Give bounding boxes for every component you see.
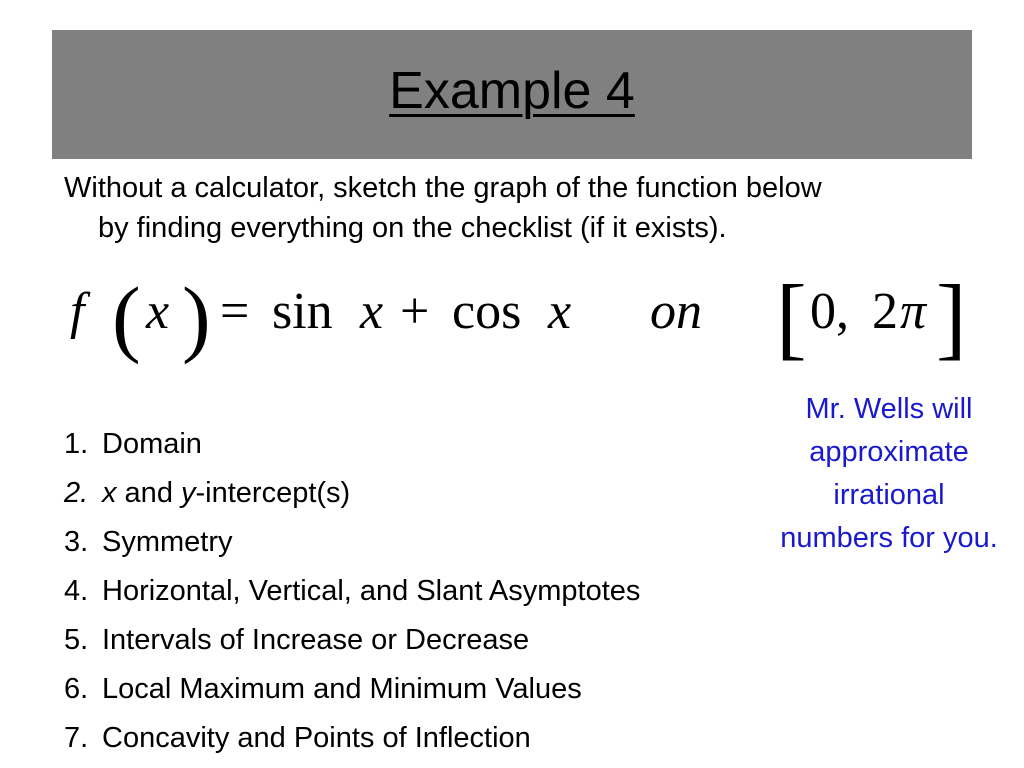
formula-x: x	[146, 283, 170, 340]
intro-text	[64, 168, 984, 248]
checklist-item-concavity	[64, 718, 640, 767]
formula-sin: sin	[272, 283, 333, 340]
checklist-item-extrema	[64, 669, 640, 718]
formula-right-paren: )	[182, 269, 211, 365]
title-bar	[52, 30, 972, 159]
checklist-item-intervals	[64, 620, 640, 669]
checklist-number: 4.	[64, 575, 89, 607]
formula-left-bracket: [	[776, 266, 807, 368]
formula-interval-start: 0,	[810, 283, 849, 340]
intro-line-1: Without a calculator, sketch the graph of the function below	[64, 172, 822, 204]
checklist-text: Horizontal, Vertical, and Slant Asymptotes	[102, 575, 641, 607]
checklist-text: Symmetry	[102, 526, 233, 558]
intro-line-2: by finding everything on the checklist (if it exists).	[98, 212, 727, 244]
formula-two: 2	[872, 283, 898, 340]
checklist-item-asymptotes	[64, 571, 640, 620]
checklist-text: Local Maximum and Minimum Values	[102, 673, 582, 705]
checklist-text: -intercept(s)	[195, 477, 351, 509]
checklist-var-y: y	[181, 477, 196, 509]
checklist-number: 1.	[64, 428, 89, 460]
formula-plus: +	[400, 283, 430, 340]
checklist-and: and	[116, 477, 181, 509]
checklist-text: Concavity and Points of Inflection	[102, 722, 531, 754]
formula-cos: cos	[452, 283, 522, 340]
checklist-item-domain	[64, 424, 640, 473]
slide-title: Example 4	[389, 61, 635, 120]
checklist-number: 7.	[64, 722, 89, 754]
checklist-text: Intervals of Increase or Decrease	[102, 624, 530, 656]
checklist-number: 6.	[64, 673, 89, 705]
formula-equals: =	[220, 283, 250, 340]
checklist-var-x: x	[102, 477, 117, 509]
checklist-number: 3.	[64, 526, 89, 558]
checklist	[64, 424, 640, 767]
function-formula	[64, 266, 974, 370]
formula-x-cos: x	[548, 283, 572, 340]
checklist-text: Domain	[102, 428, 202, 460]
formula-left-paren: (	[112, 269, 141, 365]
formula-x-sin: x	[360, 283, 384, 340]
checklist-number: 2.	[64, 477, 89, 509]
formula-right-bracket: ]	[936, 266, 967, 368]
formula-pi: π	[900, 283, 927, 340]
checklist-number: 5.	[64, 624, 89, 656]
formula-on: on	[650, 283, 702, 340]
formula-f: f	[70, 283, 85, 340]
checklist-item-symmetry	[64, 522, 640, 571]
checklist-item-intercepts	[64, 473, 640, 522]
approximation-note: Mr. Wells will approximate irrational numbers for you.	[780, 393, 998, 554]
